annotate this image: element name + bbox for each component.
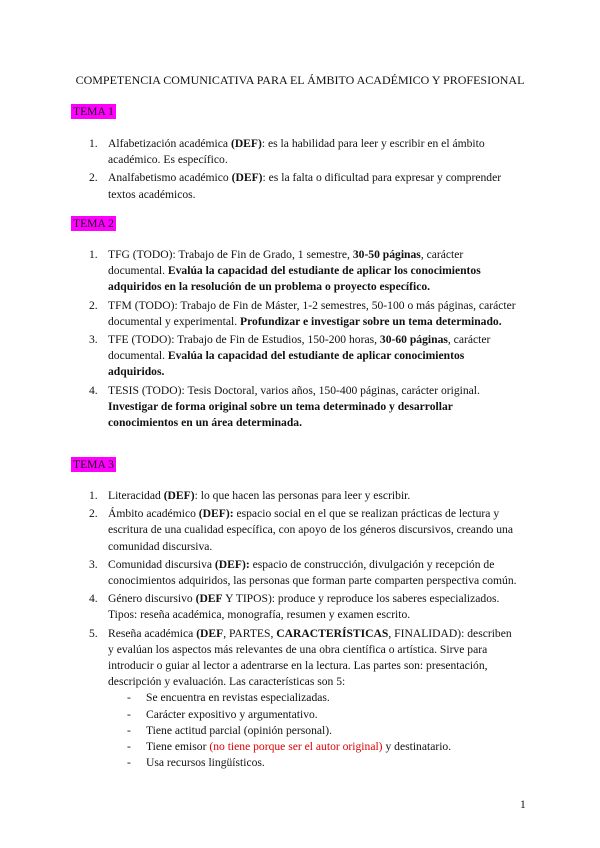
list-item: 2. Ámbito académico (DEF): espacio social en el que se realizan prácticas de lectura y escritura de una cualidad específica, con apoyo de los géneros discursivos, creando una comunidad discursiva. bbox=[89, 507, 513, 553]
tema-3-list bbox=[0, 488, 600, 773]
sub-list-item: - Carácter expositivo y argumentativo. bbox=[127, 707, 318, 721]
page-number: 1 bbox=[520, 798, 526, 811]
list-item: 4. TESIS (TODO): Tesis Doctoral, varios años, 150-400 páginas, carácter original. Investigar de forma original sobre un tema determinado y desarrollar conocimientos en un área determinada. bbox=[89, 383, 480, 430]
tema-1-list bbox=[0, 136, 600, 205]
document-title: COMPETENCIA COMUNICATIVA PARA EL ÁMBITO ACADÉMICO Y PROFESIONAL bbox=[75, 73, 525, 87]
list-item: 2. Analfabetismo académico (DEF): es la falta o dificultad para expresar y comprender textos académicos. bbox=[89, 171, 502, 201]
sub-list-item: - Tiene emisor (no tiene porque ser el autor original) y destinatario. bbox=[127, 740, 452, 754]
sub-list-item: - Usa recursos lingüísticos. bbox=[127, 756, 265, 770]
list-item: 4. Género discursivo (DEF Y TIPOS): produce y reproduce los saberes especializados. Tipos: reseña académica, monografía, resumen y examen escrito. bbox=[89, 592, 500, 622]
tema-3-heading: TEMA 3 bbox=[73, 458, 114, 471]
tema-2-heading: TEMA 2 bbox=[73, 217, 114, 230]
list-item: 1. Literacidad (DEF): lo que hacen las personas para leer y escribir. bbox=[89, 489, 411, 502]
list-item: 1. TFG (TODO): Trabajo de Fin de Grado, 1 semestre, 30-50 páginas, carácter documental. Evalúa la capacidad del estudiante de aplicar los conocimientos adquiridos en la resolución de un problema o proyecto específico. bbox=[89, 248, 481, 294]
list-item: 3. Comunidad discursiva (DEF): espacio de construcción, divulgación y recepción de conocimientos adquiridos, las personas que forman parte comparten perspectiva común. bbox=[89, 557, 517, 588]
tema-1-heading: TEMA 1 bbox=[73, 105, 114, 118]
sub-list-item: - Tiene actitud parcial (opinión personal). bbox=[127, 723, 332, 737]
characteristics-list bbox=[0, 690, 600, 771]
list-item: 1. Alfabetización académica (DEF): es la habilidad para leer y escribir en el ámbito académico. Es específico. bbox=[89, 137, 485, 167]
list-item: 2. TFM (TODO): Trabajo de Fin de Máster, 1-2 semestres, 50-100 o más páginas, carácter documental y experimental. Profundizar e investigar sobre un tema determinado. bbox=[89, 298, 516, 328]
list-item: 5. Reseña académica (DEF, PARTES, CARACTERÍSTICAS, FINALIDAD): describen y evalúan los aspectos más relevantes de una obra científica o artística. Sirve para introducir o guiar al lector a adentrarse en la lectura. Las partes son: presentación, descripción y evaluación. Las características son 5: - Se encuentra en revistas especializadas. - Carácter expositivo y argumentativo. - Tiene actitud parcial (opinión personal). - Tiene emisor (no tiene porque ser el autor original) y destinatario. - Usa recursos lingüísticos. bbox=[0, 626, 600, 772]
tema-2-list bbox=[0, 247, 600, 433]
list-item: 3. TFE (TODO): Trabajo de Fin de Estudios, 150-200 horas, 30-60 páginas, carácter documental. Evalúa la capacidad del estudiante de aplicar conocimientos adquiridos. bbox=[89, 333, 491, 379]
sub-list-item: - Se encuentra en revistas especializadas. bbox=[127, 691, 330, 705]
red-note: (no tiene porque ser el autor original) bbox=[209, 740, 383, 754]
